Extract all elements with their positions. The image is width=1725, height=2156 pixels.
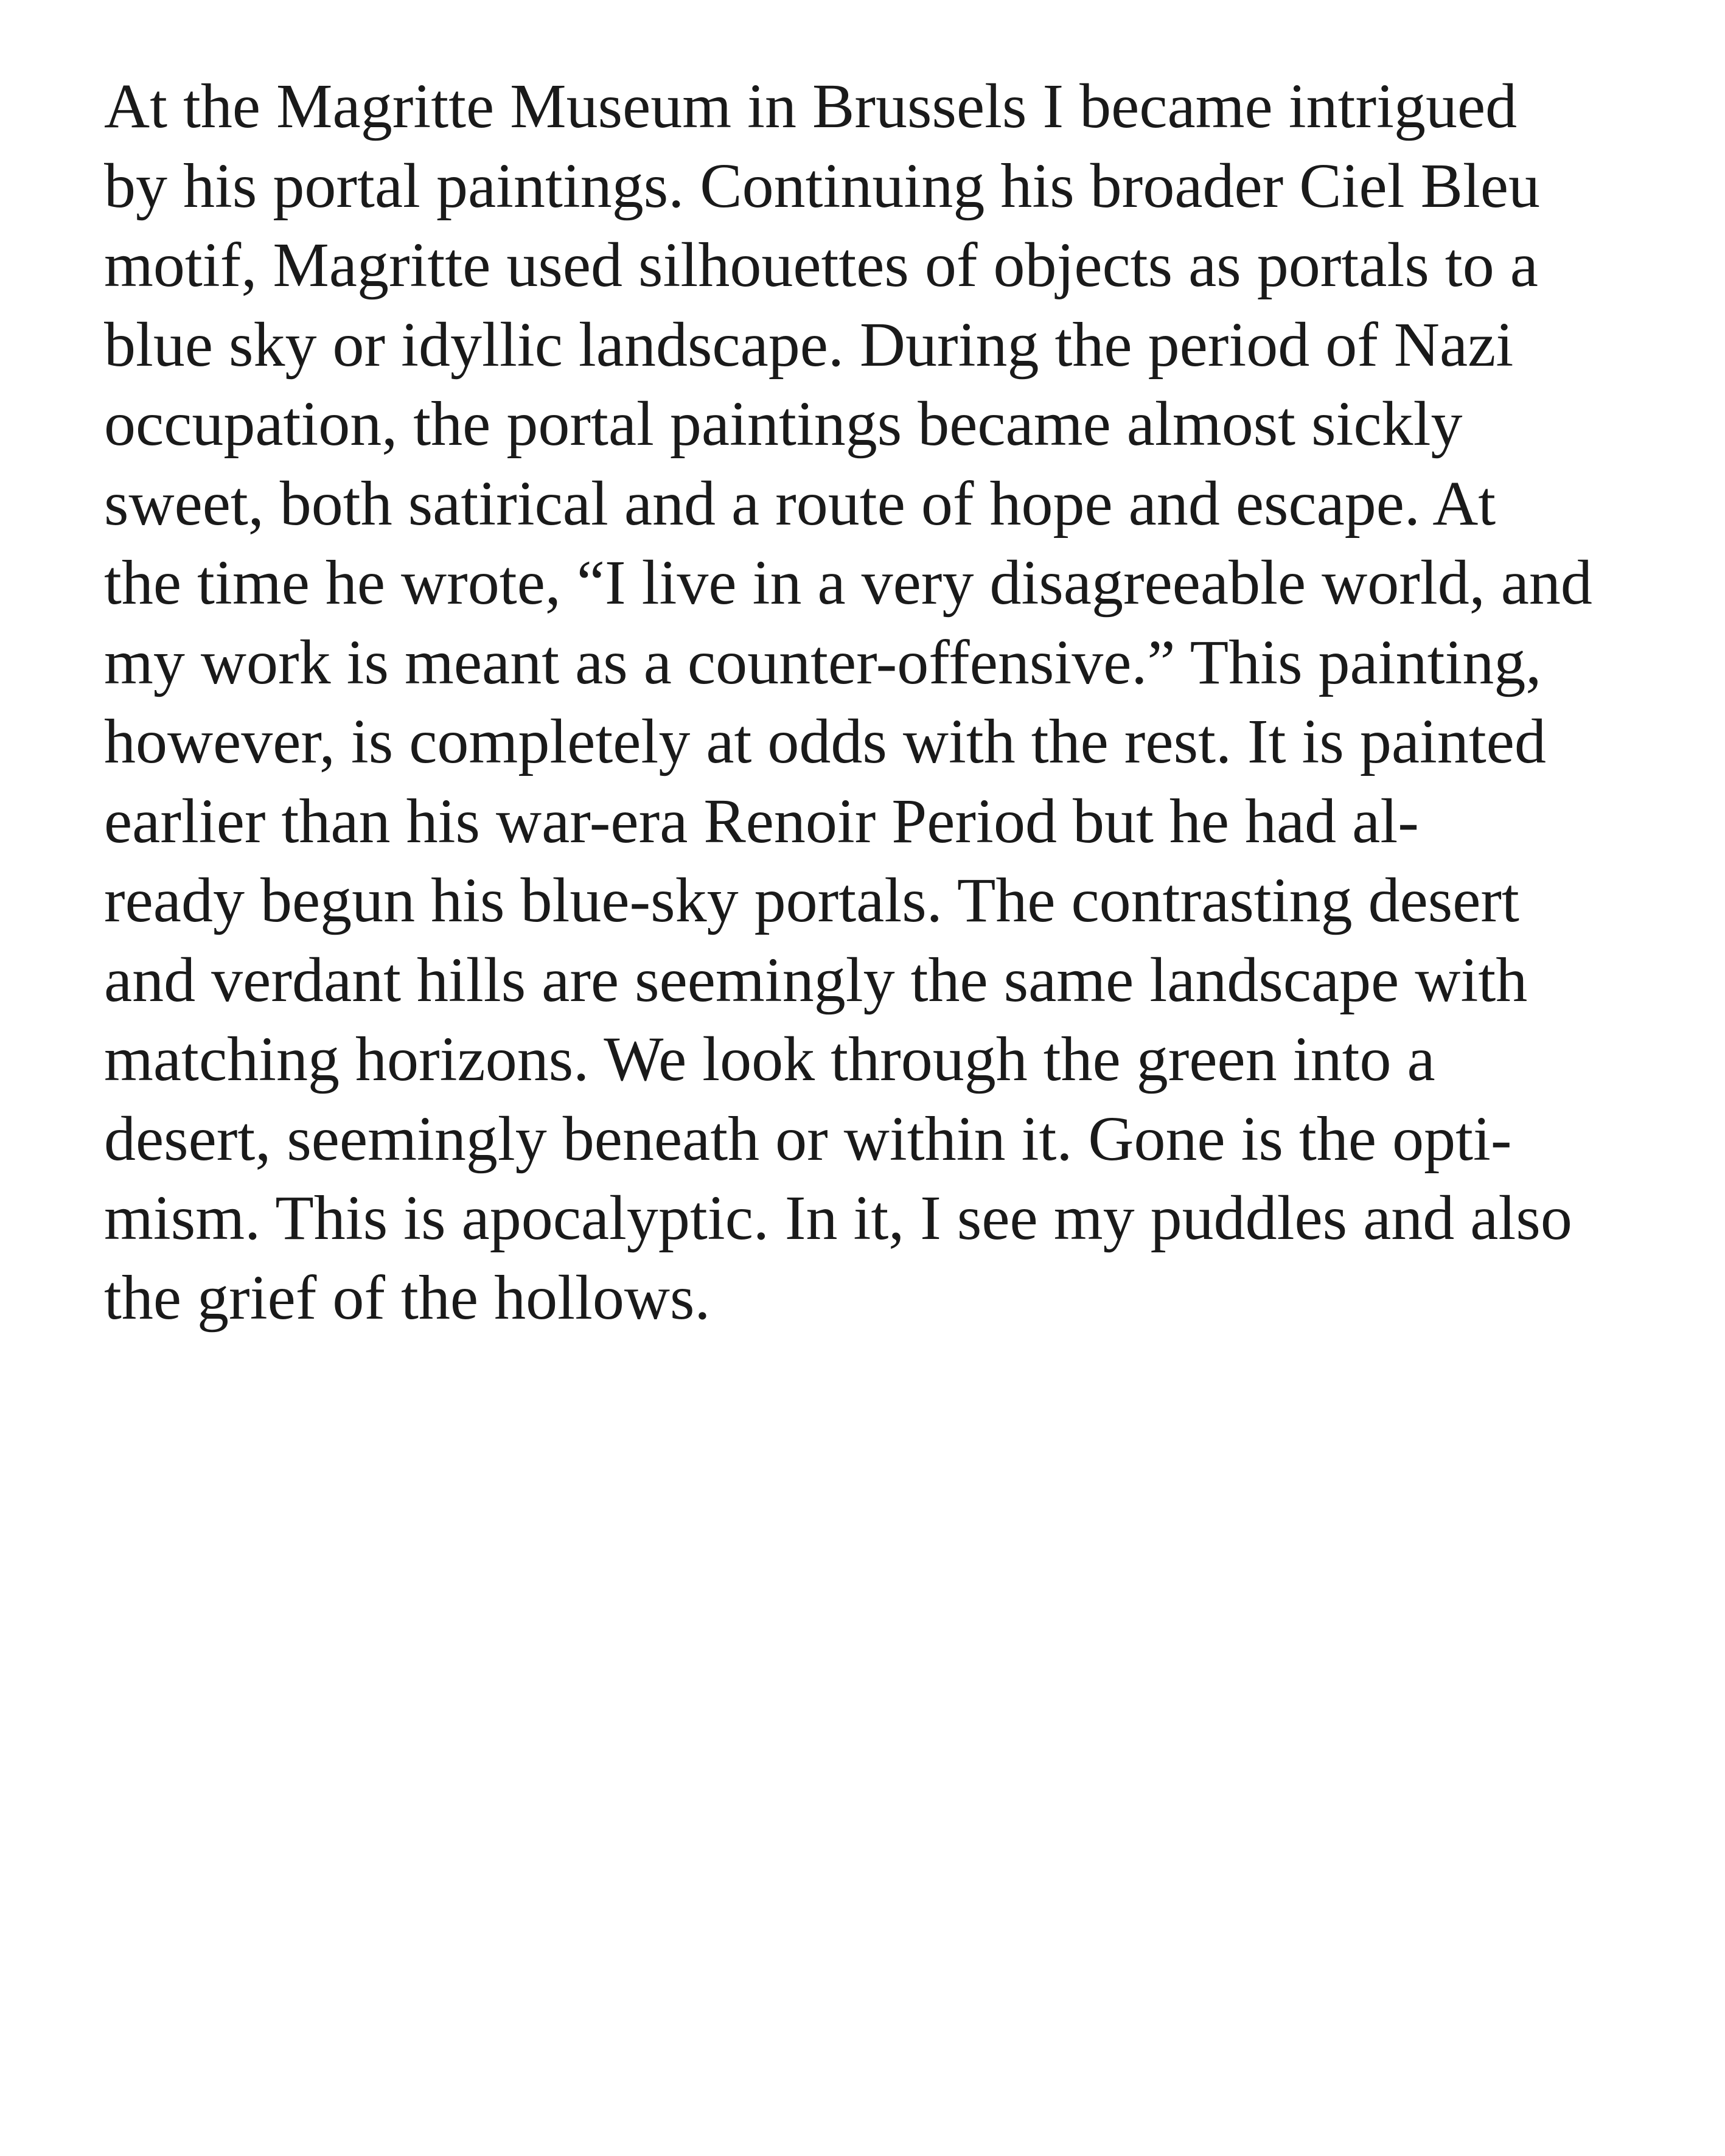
text-line: mism. This is apocalyptic. In it, I see my puddles and also [104, 1183, 1572, 1253]
text-line: the grief of the hollows. [104, 1262, 711, 1333]
text-line: however, is completely at odds with the rest. It is painted [104, 706, 1546, 776]
text-line: earlier than his war-era Renoir Period but he had al- [104, 786, 1419, 856]
text-line: ready begun his blue-sky portals. The contrasting desert [104, 865, 1519, 935]
text-line: and verdant hills are seemingly the same landscape with [104, 944, 1528, 1015]
body-paragraph [104, 67, 1686, 1338]
text-line: matching horizons. We look through the green into a [104, 1024, 1435, 1094]
text-line: desert, seemingly beneath or within it. Gone is the opti- [104, 1103, 1512, 1174]
text-line: blue sky or idyllic landscape. During the period of Nazi [104, 309, 1514, 380]
text-line: the time he wrote, “I live in a very disagreeable world, and [104, 548, 1592, 618]
text-line: by his portal paintings. Continuing his broader Ciel Bleu [104, 150, 1541, 221]
text-line: motif, Magritte used silhouettes of objects as portals to a [104, 230, 1538, 300]
text-line: At the Magritte Museum in Brussels I became intrigued [104, 71, 1518, 141]
text-line: my work is meant as a counter-offensive.” This painting, [104, 627, 1542, 697]
text-line: occupation, the portal paintings became almost sickly [104, 389, 1463, 459]
text-line: sweet, both satirical and a route of hope and escape. At [104, 468, 1496, 539]
